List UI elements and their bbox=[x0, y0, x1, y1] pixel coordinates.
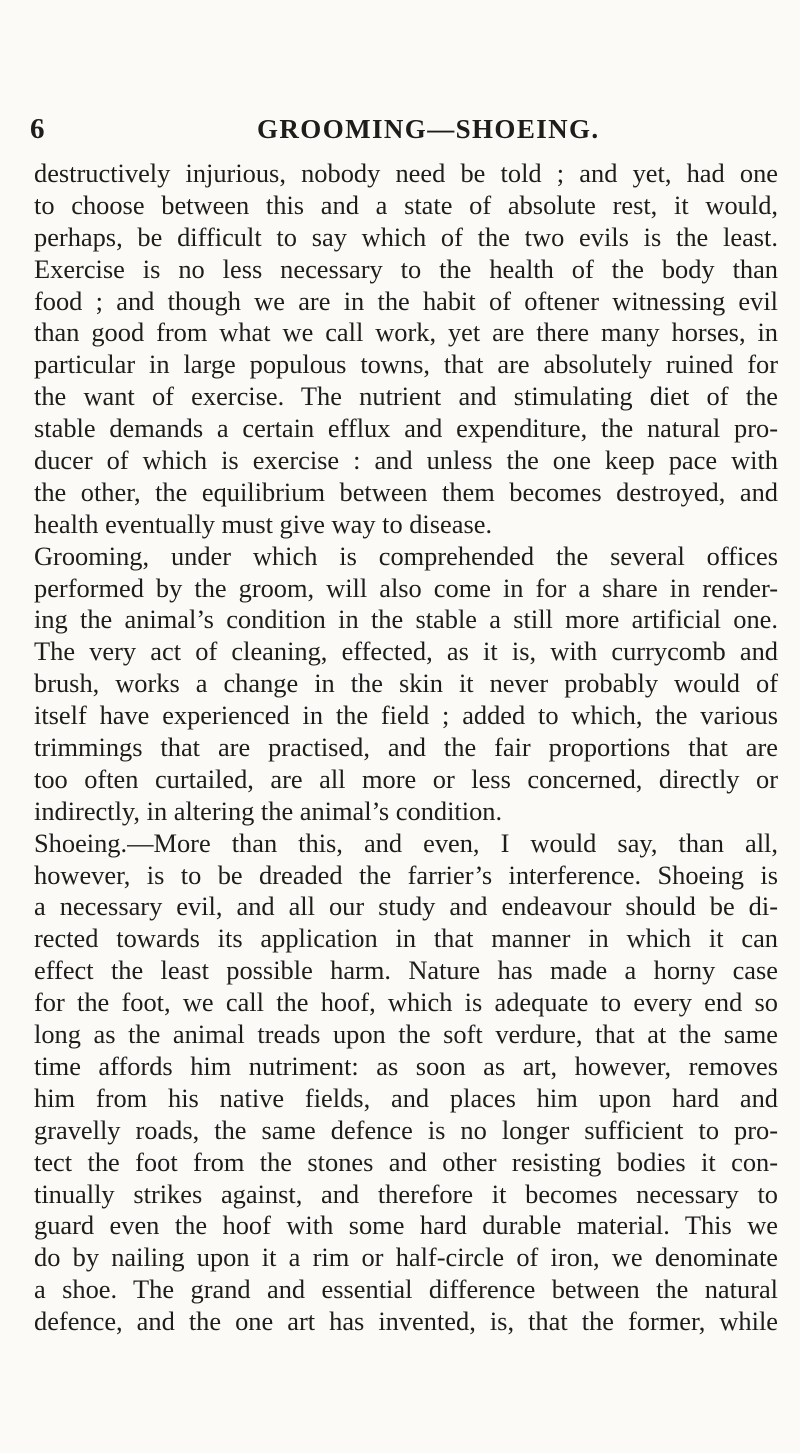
text-line: Exercise is no less necessary to the health of the body than bbox=[34, 253, 778, 284]
text-line: however, is to be dreaded the farrier’s interference. Shoeing is bbox=[34, 859, 778, 890]
text-line: tect the foot from the stones and other resisting bodies it con- bbox=[34, 1146, 778, 1177]
text-line: do by nailing upon it a rim or half-circle of iron, we denominate bbox=[34, 1242, 778, 1273]
text-line: ing the animal’s condition in the stable a still more artificial one. bbox=[34, 604, 778, 635]
text-line: tinually strikes against, and therefore it becomes necessary to bbox=[34, 1178, 778, 1209]
text-line: stable demands a certain efflux and expenditure, the natural pro- bbox=[34, 413, 778, 444]
text-line: performed by the groom, will also come in for a share in render- bbox=[34, 572, 778, 603]
text-line: particular in large populous towns, that are absolutely ruined for bbox=[34, 349, 778, 380]
running-head: GROOMING—SHOEING. bbox=[257, 114, 600, 144]
text-line: time affords him nutriment: as soon as art, however, removes bbox=[34, 1050, 778, 1081]
text-line: brush, works a change in the skin it never probably would of bbox=[34, 668, 778, 699]
text-line: trimmings that are practised, and the fair proportions that are bbox=[34, 732, 778, 763]
text-line: destructively injurious, nobody need be told ; and yet, had one bbox=[34, 158, 778, 188]
text-line: guard even the hoof with some hard durable material. This we bbox=[34, 1210, 778, 1241]
text-line: defence, and the one art has invented, is, that the former, while bbox=[34, 1306, 778, 1337]
text-line: the other, the equilibrium between them becomes destroyed, and bbox=[34, 476, 778, 507]
section-grooming-start: Grooming, under which is comprehended the several offices bbox=[34, 540, 778, 571]
text-line: gravelly roads, the same defence is no longer sufficient to pro- bbox=[34, 1114, 778, 1145]
text-line: too often curtailed, are all more or less concerned, directly or bbox=[34, 763, 778, 794]
text-line: than good from what we call work, yet are there many horses, in bbox=[34, 317, 778, 348]
text-line: perhaps, be difficult to say which of the two evils is the least. bbox=[34, 221, 778, 252]
text-line: a necessary evil, and all our study and endeavour should be di- bbox=[34, 891, 778, 922]
text-line: long as the animal treads upon the soft verdure, that at the same bbox=[34, 1019, 778, 1050]
text-line: the want of exercise. The nutrient and stimulating diet of the bbox=[34, 381, 778, 412]
paragraph-last-line: health eventually must give way to disease. bbox=[34, 508, 493, 539]
text-line: to choose between this and a state of absolute rest, it would, bbox=[34, 189, 778, 220]
paragraph-last-line: indirectly, in altering the animal’s condition. bbox=[34, 795, 503, 826]
body-text bbox=[34, 158, 778, 1338]
text-line: for the foot, we call the hoof, which is adequate to every end so bbox=[34, 987, 778, 1018]
text-line: rected towards its application in that manner in which it can bbox=[34, 923, 778, 954]
text-line: ducer of which is exercise : and unless the one keep pace with bbox=[34, 445, 778, 476]
section-shoeing-start: Shoeing.—More than this, and even, I would say, than all, bbox=[34, 827, 778, 858]
text-line: food ; and though we are in the habit of oftener witnessing evil bbox=[34, 285, 778, 316]
text-line: itself have experienced in the field ; added to which, the various bbox=[34, 700, 778, 731]
text-line: The very act of cleaning, effected, as it is, with currycomb and bbox=[34, 636, 778, 667]
page-number: 6 bbox=[30, 113, 45, 145]
text-line: effect the least possible harm. Nature has made a horny case bbox=[34, 955, 778, 986]
page-header bbox=[30, 112, 770, 146]
text-line: a shoe. The grand and essential difference between the natural bbox=[34, 1274, 778, 1305]
text-line: him from his native fields, and places him upon hard and bbox=[34, 1082, 778, 1113]
